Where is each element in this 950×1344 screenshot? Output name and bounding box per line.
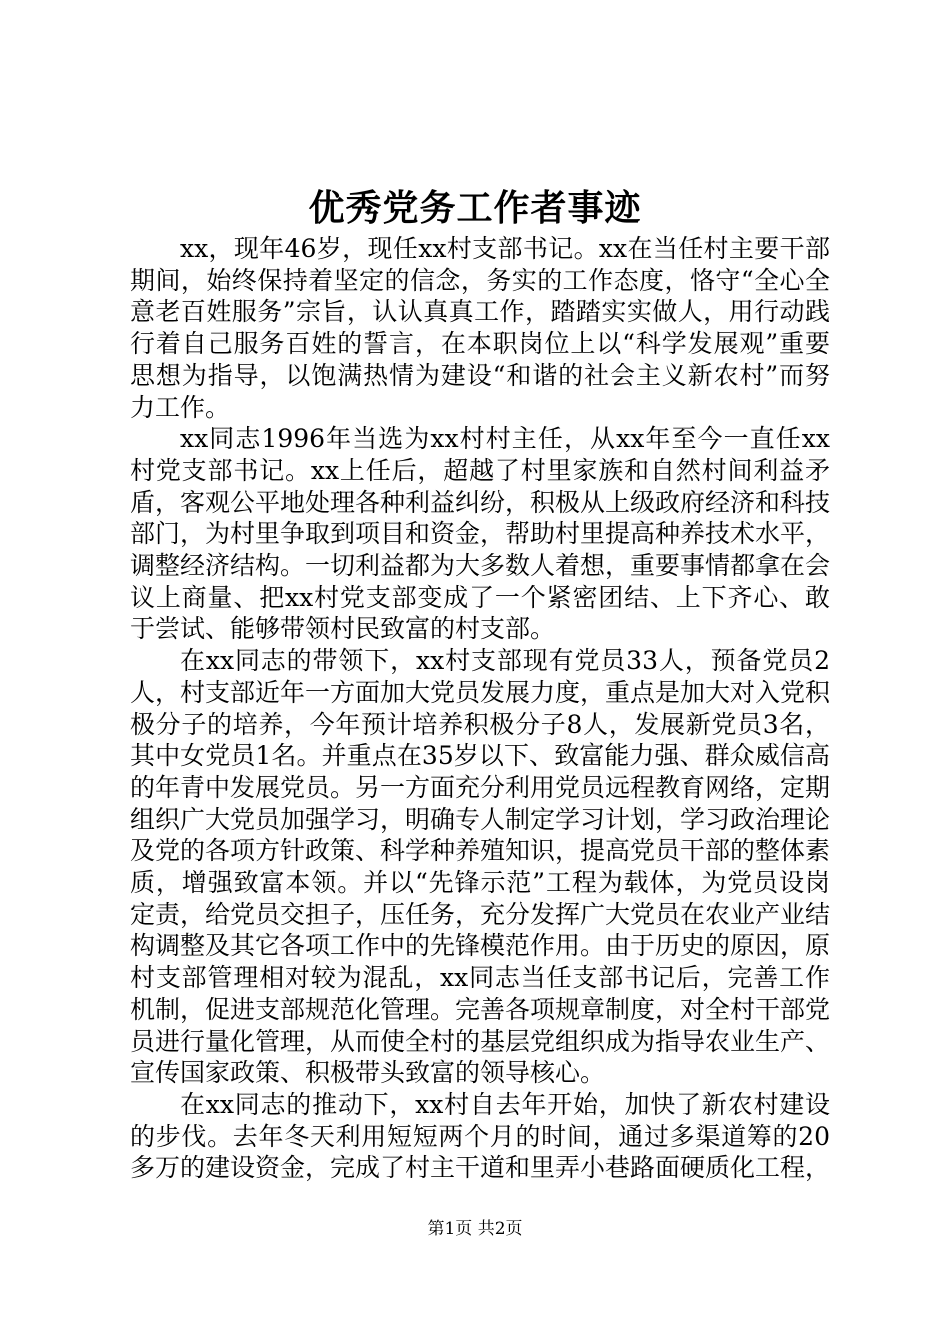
paragraph-3: 在xx同志的带领下，xx村支部现有党员33人，预备党员2人，村支部近年一方面加大党员发展力度，重点是加大对入党积极分子的培养，今年预计培养积极分子8人，发展新党员3名，其中女党员1名。并重点在35岁以下、致富能力强、群众威信高的年青中发展党员。另一方面充分利用党员远程教育网络，定期组织广大党员加强学习，明确专人制定学习计划，学习政治理论及党的各项方针政策、科学种养殖知识，提高党员干部的整体素质，增强致富本领。并以“先锋示范”工程为载体，为党员设岗定责，给党员交担子，压任务，充分发挥广大党员在农业产业结构调整及其它各项工作中的先锋模范作用。由于历史的原因，原村支部管理相对较为混乱，xx同志当任支部书记后，完善工作机制，促进支部规范化管理。完善各项规章制度，对全村干部党员进行量化管理，从而使全村的基层党组织成为指导农业生产、宣传国家政策、积极带头致富的领导核心。 — [130, 646, 831, 1088]
paragraph-2: xx同志1996年当选为xx村村主任，从xx年至今一直任xx村党支部书记。xx上任后，超越了村里家族和自然村间利益矛盾，客观公平地处理各种利益纠纷，积极从上级政府经济和科技部门，为村里争取到项目和资金，帮助村里提高种养技术水平，调整经济结构。一切利益都为大多数人着想，重要事情都拿在会议上商量、把xx村党支部变成了一个紧密团结、上下齐心、敢于尝试、能够带领村民致富的村支部。 — [130, 424, 831, 644]
document-title: 优秀党务工作者事迹 — [308, 187, 642, 229]
page-number-footer: 第1页 共2页 — [427, 1219, 523, 1239]
paragraph-1: xx，现年46岁，现任xx村支部书记。xx在当任村主要干部期间，始终保持着坚定的信念，务实的工作态度，恪守“全心全意老百姓服务”宗旨，认认真真工作，踏踏实实做人，用行动践行着自己服务百姓的誓言，在本职岗位上以“科学发展观”重要思想为指导，以饱满热情为建设“和谐的社会主义新农村”而努力工作。 — [130, 234, 830, 422]
paragraph-4: 在xx同志的推动下，xx村自去年开始，加快了新农村建设的步伐。去年冬天利用短短两个月的时间，通过多渠道筹的20多万的建设资金，完成了村主干道和里弄小巷路面硬质化工程， — [130, 1089, 831, 1183]
document-body — [130, 233, 830, 1184]
